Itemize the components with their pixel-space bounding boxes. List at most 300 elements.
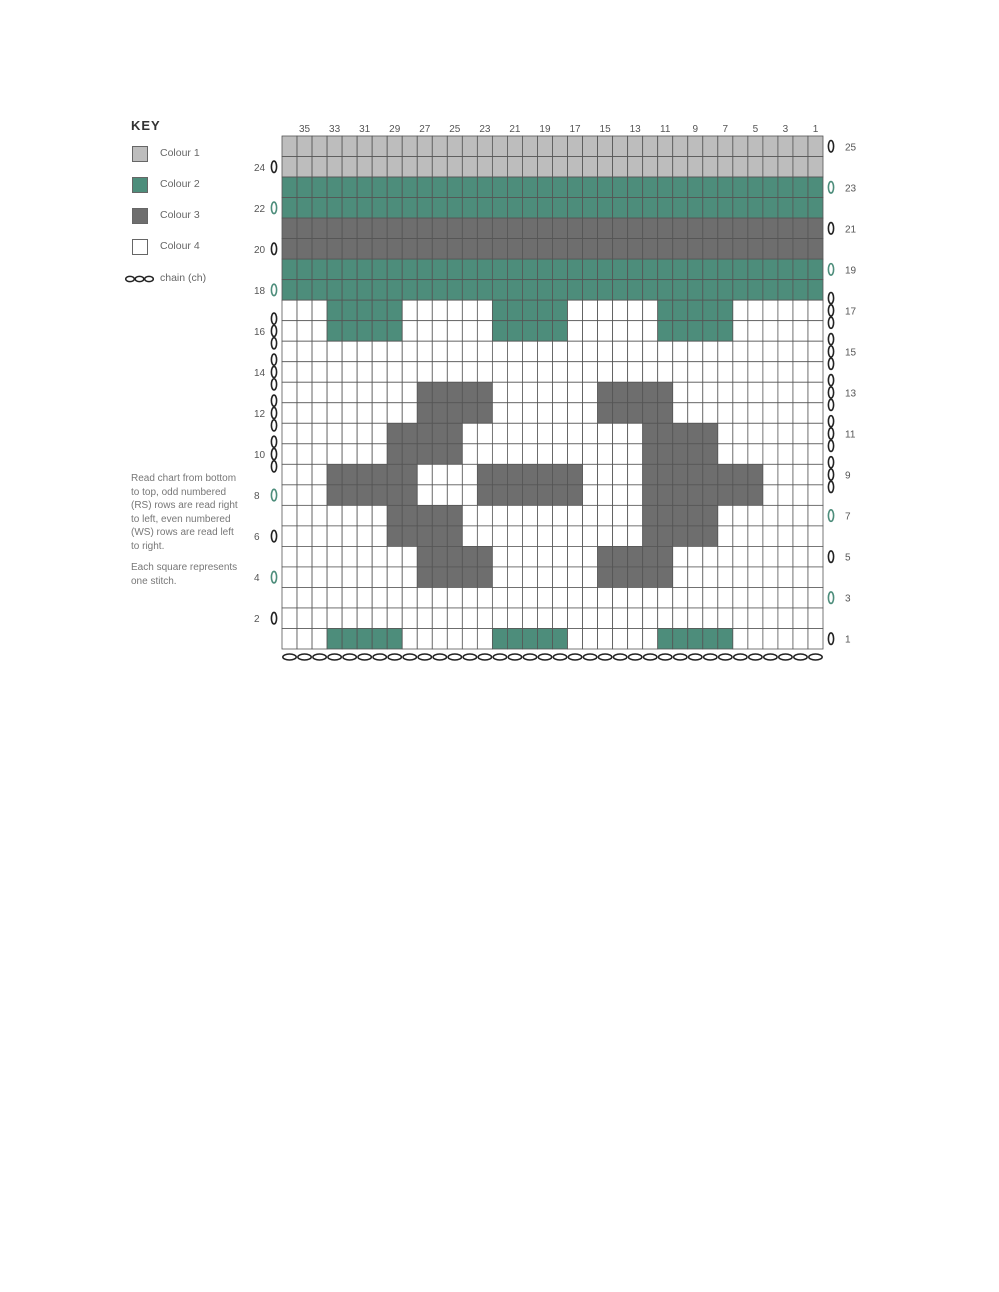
chart-cell <box>432 485 447 506</box>
row-label: 15 <box>845 347 857 359</box>
chart-cell <box>537 280 552 301</box>
chart-cell <box>387 300 402 321</box>
chart-cell <box>507 136 522 157</box>
chart-cell <box>282 505 297 526</box>
chart-cell <box>537 546 552 567</box>
chart-cell <box>673 280 688 301</box>
chart-cell <box>793 157 808 178</box>
chart-cell <box>417 321 432 342</box>
chart-cell <box>628 403 643 424</box>
chart-cell <box>583 546 598 567</box>
chart-cell <box>342 259 357 280</box>
chart-cell <box>357 198 372 219</box>
chain-stitch-icon <box>704 654 717 660</box>
chart-cell <box>342 280 357 301</box>
chart-cell <box>312 157 327 178</box>
chart-cell <box>342 628 357 649</box>
chart-cell <box>583 321 598 342</box>
row-label: 5 <box>845 552 851 564</box>
chart-cell <box>492 157 507 178</box>
key-label-colour-3: Colour 3 <box>160 209 200 221</box>
chart-cell <box>402 403 417 424</box>
chart-cell <box>718 608 733 629</box>
chart-cell <box>537 485 552 506</box>
chart-cell <box>553 259 568 280</box>
chart-cell <box>282 198 297 219</box>
chart-cell <box>462 444 477 465</box>
chart-cell <box>342 157 357 178</box>
chart-cell <box>613 239 628 260</box>
chart-cell <box>327 628 342 649</box>
chart-cell <box>312 505 327 526</box>
chart-cell <box>402 546 417 567</box>
chart-cell <box>387 136 402 157</box>
chart-cell <box>583 300 598 321</box>
chart-cell <box>628 505 643 526</box>
chain-stitch-icon <box>628 654 641 660</box>
chart-cell <box>327 587 342 608</box>
chart-cell <box>492 546 507 567</box>
chart-cell <box>342 198 357 219</box>
chart-cell <box>673 403 688 424</box>
chart-cell <box>703 403 718 424</box>
chart-cell <box>718 177 733 198</box>
chart-cell <box>282 608 297 629</box>
chart-cell <box>462 546 477 567</box>
chart-cell <box>553 198 568 219</box>
chart-cell <box>763 259 778 280</box>
chart-cell <box>522 546 537 567</box>
chart-cell <box>372 526 387 547</box>
foundation-chain <box>283 654 822 660</box>
row-label: 8 <box>254 491 260 503</box>
row-label: 9 <box>845 470 851 482</box>
chart-cell <box>402 567 417 588</box>
chart-cell <box>778 423 793 444</box>
chart-cell <box>763 546 778 567</box>
chain-stitch-icon <box>828 140 833 152</box>
chart-cell <box>282 403 297 424</box>
chart-cell <box>417 341 432 362</box>
chain-stitch-icon <box>764 654 777 660</box>
chart-cell <box>357 464 372 485</box>
chart-cell <box>718 239 733 260</box>
chart-cell <box>417 259 432 280</box>
chart-cell <box>537 198 552 219</box>
chart-cell <box>733 157 748 178</box>
chart-cell <box>733 587 748 608</box>
chart-cell <box>583 403 598 424</box>
chart-cell <box>748 485 763 506</box>
chart-cell <box>718 300 733 321</box>
chart-cell <box>568 300 583 321</box>
chart-cell <box>507 505 522 526</box>
chart-cell <box>643 177 658 198</box>
chart-cell <box>763 403 778 424</box>
chart-cell <box>327 567 342 588</box>
chart-cell <box>312 526 327 547</box>
row-label: 19 <box>845 265 857 277</box>
chart-cell <box>688 567 703 588</box>
chart-cell <box>507 177 522 198</box>
chart-cell <box>718 280 733 301</box>
chart-cell <box>658 280 673 301</box>
chart-cell <box>477 423 492 444</box>
chart-cell <box>522 628 537 649</box>
chart-cells <box>282 136 823 649</box>
chart-cell <box>432 546 447 567</box>
chart-cell <box>598 403 613 424</box>
chain-stitch-icon <box>828 305 833 316</box>
chart-cell <box>447 341 462 362</box>
chart-cell <box>447 300 462 321</box>
chart-cell <box>432 464 447 485</box>
chart-cell <box>417 423 432 444</box>
chart-cell <box>372 300 387 321</box>
chart-cell <box>522 403 537 424</box>
chart-cell <box>673 423 688 444</box>
chart-cell <box>778 505 793 526</box>
chart-cell <box>447 362 462 383</box>
chart-cell <box>793 280 808 301</box>
chart-cell <box>568 505 583 526</box>
chart-cell <box>703 505 718 526</box>
chart-cell <box>282 485 297 506</box>
chart-cell <box>297 505 312 526</box>
chart-cell <box>537 423 552 444</box>
chart-cell <box>703 280 718 301</box>
chart-cell <box>372 567 387 588</box>
chart-cell <box>703 485 718 506</box>
chart-cell <box>342 444 357 465</box>
chain-stitch-icon <box>828 182 833 194</box>
chart-cell <box>703 218 718 239</box>
chain-stitch-icon <box>828 399 833 410</box>
chart-cell <box>357 157 372 178</box>
chart-cell <box>613 177 628 198</box>
chart-cell <box>357 505 372 526</box>
chart-cell <box>297 300 312 321</box>
chart-cell <box>492 444 507 465</box>
chart-cell <box>688 444 703 465</box>
chart-cell <box>553 546 568 567</box>
chart-cell <box>462 587 477 608</box>
chart-cell <box>778 321 793 342</box>
chart-cell <box>342 403 357 424</box>
chart-cell <box>327 136 342 157</box>
chart-cell <box>778 567 793 588</box>
chart-cell <box>568 546 583 567</box>
chart-cell <box>507 382 522 403</box>
chart-cell <box>568 567 583 588</box>
chart-cell <box>688 136 703 157</box>
chart-cell <box>312 444 327 465</box>
chart-cell <box>628 218 643 239</box>
chain-stitch-icon <box>828 387 833 398</box>
chart-cell <box>778 341 793 362</box>
chart-cell <box>507 239 522 260</box>
chart-cell <box>327 505 342 526</box>
chart-cell <box>342 218 357 239</box>
row-label: 4 <box>254 573 260 585</box>
chart-cell <box>522 300 537 321</box>
chart-cell <box>282 444 297 465</box>
chart-cell <box>312 567 327 588</box>
chart-cell <box>733 218 748 239</box>
chain-stitch-icon <box>271 313 276 324</box>
chart-cell <box>462 464 477 485</box>
chart-cell <box>507 485 522 506</box>
chart-cell <box>477 628 492 649</box>
chart-cell <box>492 341 507 362</box>
chart-cell <box>598 628 613 649</box>
chart-cell <box>793 218 808 239</box>
chart-cell <box>402 218 417 239</box>
chart-cell <box>342 341 357 362</box>
chart-cell <box>462 485 477 506</box>
chart-cell <box>613 198 628 219</box>
chart-cell <box>357 526 372 547</box>
chart-cell <box>553 423 568 444</box>
chart-cell <box>297 526 312 547</box>
chart-cell <box>763 321 778 342</box>
chain-stitch-icon <box>828 293 833 304</box>
chart-cell <box>598 239 613 260</box>
chart-cell <box>568 218 583 239</box>
chart-cell <box>778 136 793 157</box>
chart-cell <box>613 321 628 342</box>
chart-cell <box>537 259 552 280</box>
chart-cell <box>718 423 733 444</box>
chart-cell <box>553 321 568 342</box>
chart-cell <box>598 157 613 178</box>
chart-cell <box>598 444 613 465</box>
chain-stitch-icon <box>298 654 311 660</box>
chart-cell <box>553 567 568 588</box>
chart-cell <box>297 587 312 608</box>
chart-cell <box>402 198 417 219</box>
chart-cell <box>583 485 598 506</box>
chart-cell <box>583 177 598 198</box>
chart-cell <box>402 239 417 260</box>
chart-cell <box>477 608 492 629</box>
chain-stitch-icon <box>828 481 833 492</box>
chart-cell <box>492 280 507 301</box>
chart-cell <box>808 587 823 608</box>
chart-cell <box>477 505 492 526</box>
column-label: 27 <box>419 124 431 135</box>
chart-cell <box>432 218 447 239</box>
chart-cell <box>417 485 432 506</box>
column-label: 29 <box>389 124 401 135</box>
chain-stitch-icon <box>271 448 276 459</box>
chart-cell <box>718 403 733 424</box>
chart-cell <box>703 464 718 485</box>
chart-cell <box>342 546 357 567</box>
chart-cell <box>748 628 763 649</box>
chart-cell <box>372 608 387 629</box>
chart-cell <box>507 341 522 362</box>
chart-cell <box>402 362 417 383</box>
chart-cell <box>763 198 778 219</box>
column-label: 5 <box>752 124 759 135</box>
chart-cell <box>477 300 492 321</box>
chart-cell <box>432 444 447 465</box>
chart-cell <box>477 136 492 157</box>
chain-stitch-icon <box>828 633 833 645</box>
chart-cell <box>583 464 598 485</box>
chart-cell <box>673 157 688 178</box>
chart-cell <box>372 341 387 362</box>
chart-cell <box>583 628 598 649</box>
chart-cell <box>793 505 808 526</box>
chart-cell <box>297 464 312 485</box>
chart-cell <box>297 382 312 403</box>
chart-cell <box>477 403 492 424</box>
chart-cell <box>658 423 673 444</box>
chart-cell <box>583 526 598 547</box>
chart-cell <box>568 136 583 157</box>
chart-cell <box>568 341 583 362</box>
chain-stitch-icon <box>271 489 276 501</box>
chart-cell <box>748 423 763 444</box>
chart-cell <box>477 464 492 485</box>
chart-cell <box>357 177 372 198</box>
chart-cell <box>688 546 703 567</box>
chart-cell <box>583 259 598 280</box>
chart-cell <box>673 546 688 567</box>
chart-cell <box>282 567 297 588</box>
chart-cell <box>357 362 372 383</box>
chart-cell <box>748 218 763 239</box>
chart-cell <box>733 485 748 506</box>
chart-cell <box>297 321 312 342</box>
chart-cell <box>688 608 703 629</box>
column-labels <box>299 124 819 135</box>
chart-cell <box>643 587 658 608</box>
chart-cell <box>658 464 673 485</box>
key-label-colour-1: Colour 1 <box>160 147 200 159</box>
chart-cell <box>598 505 613 526</box>
chart-cell <box>643 341 658 362</box>
chart-cell <box>462 382 477 403</box>
chain-stitch-icon <box>613 654 626 660</box>
reading-instructions: Read chart from bottom to top, odd numbered (RS) rows are read right to left, even numbered (WS) rows are read left to right. <box>131 473 238 552</box>
chart-cell <box>492 259 507 280</box>
key-label-colour-4: Colour 4 <box>160 240 200 252</box>
chart-cell <box>327 546 342 567</box>
chart-cell <box>793 362 808 383</box>
chart-cell <box>583 382 598 403</box>
chart-cell <box>808 362 823 383</box>
chart-cell <box>658 546 673 567</box>
chart-cell <box>613 505 628 526</box>
chart-cell <box>598 280 613 301</box>
chart-cell <box>402 321 417 342</box>
chart-cell <box>522 382 537 403</box>
chart-cell <box>658 382 673 403</box>
chart-cell <box>537 628 552 649</box>
chart-cell <box>628 362 643 383</box>
chart-cell <box>733 444 748 465</box>
chart-cell <box>778 300 793 321</box>
chart-cell <box>763 382 778 403</box>
chart-cell <box>492 239 507 260</box>
chart-cell <box>387 587 402 608</box>
chart-cell <box>688 362 703 383</box>
chart-cell <box>703 136 718 157</box>
chart-cell <box>282 136 297 157</box>
chart-cell <box>733 136 748 157</box>
chart-cell <box>703 567 718 588</box>
chart-cell <box>372 505 387 526</box>
chart-cell <box>432 608 447 629</box>
chart-cell <box>778 444 793 465</box>
chart-cell <box>763 628 778 649</box>
chart-cell <box>477 526 492 547</box>
chart-cell <box>658 218 673 239</box>
chart-cell <box>402 608 417 629</box>
chain-stitch-icon <box>828 264 833 276</box>
chart-cell <box>733 628 748 649</box>
chain-stitch-icon <box>734 654 747 660</box>
chart-cell <box>613 526 628 547</box>
chain-stitch-icon <box>828 510 833 522</box>
chart-cell <box>628 177 643 198</box>
chart-cell <box>327 382 342 403</box>
chart-cell <box>748 546 763 567</box>
chart-cell <box>598 485 613 506</box>
chain-stitch-icon <box>271 530 276 542</box>
row-label: 2 <box>254 614 260 626</box>
chart-cell <box>312 362 327 383</box>
chart-cell <box>312 587 327 608</box>
chart-cell <box>688 423 703 444</box>
chart-cell <box>808 177 823 198</box>
chart-cell <box>447 177 462 198</box>
chart-cell <box>703 444 718 465</box>
chart-cell <box>432 587 447 608</box>
chart-cell <box>778 280 793 301</box>
chart-cell <box>447 464 462 485</box>
chart-cell <box>658 341 673 362</box>
chart-cell <box>537 526 552 547</box>
row-label: 6 <box>254 532 260 544</box>
chart-cell <box>628 464 643 485</box>
chart-cell <box>432 505 447 526</box>
chart-cell <box>748 321 763 342</box>
chart-cell <box>372 382 387 403</box>
chart-cell <box>537 157 552 178</box>
chart-cell <box>417 280 432 301</box>
chart-cell <box>553 464 568 485</box>
chart-cell <box>748 280 763 301</box>
chart-cell <box>462 218 477 239</box>
chart-cell <box>417 444 432 465</box>
chart-cell <box>492 628 507 649</box>
chart-cell <box>628 567 643 588</box>
row-label: 7 <box>845 511 851 523</box>
chart-cell <box>387 280 402 301</box>
chart-cell <box>718 546 733 567</box>
chart-cell <box>312 136 327 157</box>
chart-cell <box>808 239 823 260</box>
chart-cell <box>733 239 748 260</box>
chart-cell <box>613 464 628 485</box>
chart-cell <box>733 526 748 547</box>
chart-cell <box>522 198 537 219</box>
chart-cell <box>342 177 357 198</box>
